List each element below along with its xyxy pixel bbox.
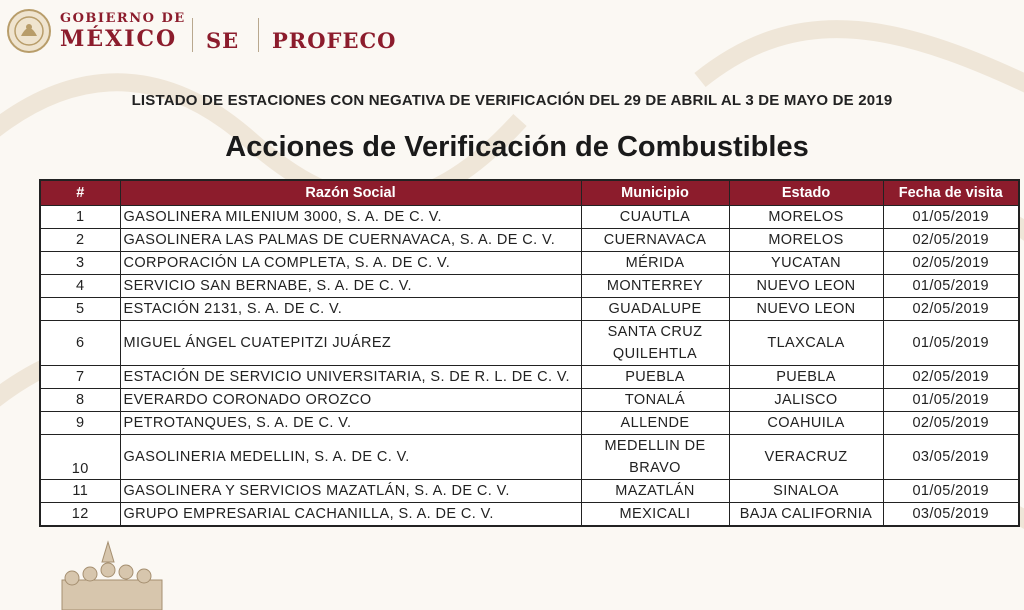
cell-fecha: 01/05/2019 <box>883 480 1019 503</box>
cell-fecha: 03/05/2019 <box>883 435 1019 480</box>
table-row <box>40 389 1019 412</box>
cell-number: 2 <box>40 229 120 252</box>
cell-municipio <box>581 435 729 480</box>
cell-number: 4 <box>40 275 120 298</box>
cell-estado: NUEVO LEON <box>729 275 883 298</box>
cell-estado: COAHUILA <box>729 412 883 435</box>
cell-estado: PUEBLA <box>729 366 883 389</box>
gobierno-line2: MÉXICO <box>60 26 178 52</box>
stations-table <box>39 179 1020 527</box>
profeco-logo: PROFECO <box>272 28 397 53</box>
cell-number: 12 <box>40 503 120 527</box>
cell-estado: SINALOA <box>729 480 883 503</box>
cell-municipio: PUEBLA <box>581 366 729 389</box>
cell-fecha: 02/05/2019 <box>883 229 1019 252</box>
coat-of-arms-icon <box>6 8 52 54</box>
cell-number: 9 <box>40 412 120 435</box>
cell-razon-social: GRUPO EMPRESARIAL CACHANILLA, S. A. DE C. V. <box>120 503 581 527</box>
table-row <box>40 298 1019 321</box>
listing-subtitle: LISTADO DE ESTACIONES CON NEGATIVA DE VERIFICACIÓN DEL 29 DE ABRIL AL 3 DE MAYO DE 2019 <box>131 92 893 109</box>
cell-municipio: TONALÁ <box>581 389 729 412</box>
cell-razon-social: ESTACIÓN 2131, S. A. DE C. V. <box>120 298 581 321</box>
cell-estado: VERACRUZ <box>729 435 883 480</box>
table-row <box>40 503 1019 527</box>
gobierno-de-mexico-logo <box>60 12 186 52</box>
cell-municipio: CUERNAVACA <box>581 229 729 252</box>
column-header-fecha: Fecha de visita <box>883 180 1019 206</box>
cell-estado: NUEVO LEON <box>729 298 883 321</box>
cell-fecha: 01/05/2019 <box>883 321 1019 366</box>
table-row <box>40 206 1019 229</box>
cell-fecha: 01/05/2019 <box>883 389 1019 412</box>
cell-municipio: MEXICALI <box>581 503 729 527</box>
cell-number: 1 <box>40 206 120 229</box>
cell-fecha: 02/05/2019 <box>883 298 1019 321</box>
cell-municipio: MAZATLÁN <box>581 480 729 503</box>
gobierno-line1: GOBIERNO DE <box>60 11 186 26</box>
cell-municipio: GUADALUPE <box>581 298 729 321</box>
cell-estado: MORELOS <box>729 206 883 229</box>
table-header-row <box>40 180 1019 206</box>
cell-fecha: 03/05/2019 <box>883 503 1019 527</box>
cell-number: 3 <box>40 252 120 275</box>
cell-estado: MORELOS <box>729 229 883 252</box>
cell-municipio-line1: SANTA CRUZ <box>607 324 703 340</box>
cell-estado: BAJA CALIFORNIA <box>729 503 883 527</box>
cell-number: 8 <box>40 389 120 412</box>
cell-number: 7 <box>40 366 120 389</box>
cell-municipio: CUAUTLA <box>581 206 729 229</box>
cell-municipio-line1: MEDELLIN DE <box>604 438 706 454</box>
cell-razon-social: CORPORACIÓN LA COMPLETA, S. A. DE C. V. <box>120 252 581 275</box>
table-row <box>40 412 1019 435</box>
cell-razon-social: GASOLINERA MILENIUM 3000, S. A. DE C. V. <box>120 206 581 229</box>
cell-fecha: 01/05/2019 <box>883 206 1019 229</box>
table-row <box>40 435 1019 480</box>
column-header-razon-social: Razón Social <box>120 180 581 206</box>
cell-razon-social: EVERARDO CORONADO OROZCO <box>120 389 581 412</box>
header-divider <box>192 18 193 52</box>
cell-fecha: 01/05/2019 <box>883 275 1019 298</box>
column-header-municipio: Municipio <box>581 180 729 206</box>
cell-razon-social: GASOLINERA LAS PALMAS DE CUERNAVACA, S. A. DE C. V. <box>120 229 581 252</box>
page-title: Acciones de Verificación de Combustibles <box>225 131 809 163</box>
cell-municipio: ALLENDE <box>581 412 729 435</box>
cell-number: 5 <box>40 298 120 321</box>
cell-municipio: MONTERREY <box>581 275 729 298</box>
table-row <box>40 366 1019 389</box>
cell-razon-social: SERVICIO SAN BERNABE, S. A. DE C. V. <box>120 275 581 298</box>
cell-fecha: 02/05/2019 <box>883 366 1019 389</box>
se-logo: SE <box>206 28 240 53</box>
table-row <box>40 275 1019 298</box>
cell-razon-social: PETROTANQUES, S. A. DE C. V. <box>120 412 581 435</box>
cell-number: 11 <box>40 480 120 503</box>
cell-fecha: 02/05/2019 <box>883 252 1019 275</box>
cell-razon-social: GASOLINERIA MEDELLIN, S. A. DE C. V. <box>120 435 581 480</box>
cell-municipio <box>581 321 729 366</box>
table-row <box>40 480 1019 503</box>
column-header-estado: Estado <box>729 180 883 206</box>
cell-fecha: 02/05/2019 <box>883 412 1019 435</box>
cell-estado: YUCATAN <box>729 252 883 275</box>
table-row <box>40 229 1019 252</box>
header-divider <box>258 18 259 52</box>
table-row <box>40 321 1019 366</box>
cell-razon-social: GASOLINERA Y SERVICIOS MAZATLÁN, S. A. DE C. V. <box>120 480 581 503</box>
table-row <box>40 252 1019 275</box>
cell-municipio-line2: QUILEHTLA <box>612 346 698 362</box>
cell-municipio-line2: BRAVO <box>629 460 681 476</box>
header <box>0 0 520 60</box>
cell-razon-social: MIGUEL ÁNGEL CUATEPITZI JUÁREZ <box>120 321 581 366</box>
cell-estado: TLAXCALA <box>729 321 883 366</box>
cell-estado: JALISCO <box>729 389 883 412</box>
cell-municipio: MÉRIDA <box>581 252 729 275</box>
cell-number: 6 <box>40 321 120 366</box>
column-header-number: # <box>40 180 120 206</box>
heroes-illustration-icon <box>52 540 172 610</box>
cell-number: 10 <box>40 435 120 480</box>
cell-razon-social: ESTACIÓN DE SERVICIO UNIVERSITARIA, S. DE R. L. DE C. V. <box>120 366 581 389</box>
